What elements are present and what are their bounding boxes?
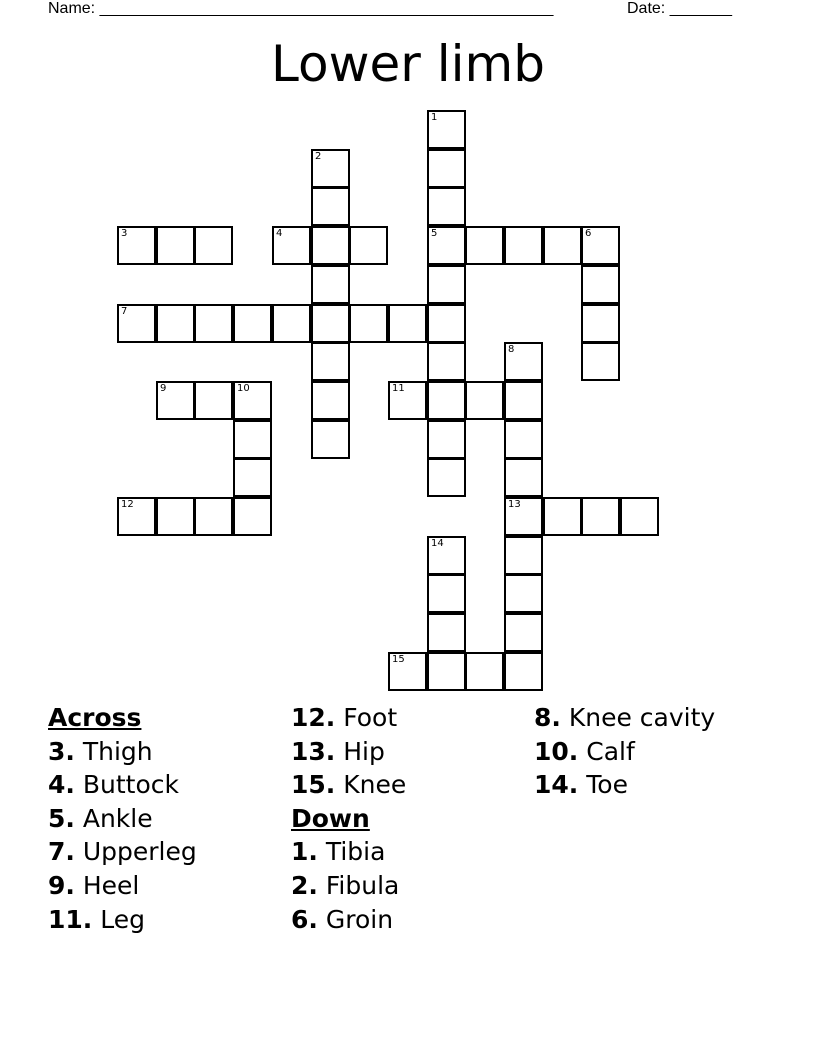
crossword-cell[interactable] bbox=[427, 342, 466, 381]
name-label: Name: bbox=[48, 0, 100, 17]
crossword-cell[interactable] bbox=[156, 497, 195, 536]
down-clue: 14. Toe bbox=[534, 770, 628, 800]
down-heading: Down bbox=[291, 803, 370, 833]
crossword-cell[interactable] bbox=[388, 652, 427, 691]
crossword-cell[interactable] bbox=[427, 304, 466, 343]
crossword-cell[interactable] bbox=[117, 304, 156, 343]
crossword-cell[interactable] bbox=[233, 458, 272, 497]
clue-number: 1 bbox=[431, 112, 438, 123]
crossword-cell[interactable] bbox=[388, 381, 427, 420]
across-clue: 9. Heel bbox=[48, 870, 140, 900]
crossword-cell[interactable] bbox=[156, 226, 195, 265]
clue-number: 12 bbox=[121, 499, 134, 510]
clue-number: 5 bbox=[431, 228, 438, 239]
crossword-cell[interactable] bbox=[427, 574, 466, 613]
crossword-cell[interactable] bbox=[620, 497, 659, 536]
across-clue: 5. Ankle bbox=[48, 803, 153, 833]
date-label: Date: bbox=[627, 0, 670, 17]
crossword-cell[interactable] bbox=[504, 381, 543, 420]
crossword-cell[interactable] bbox=[311, 420, 350, 459]
clue-number: 11 bbox=[392, 383, 405, 394]
across-clue: 11. Leg bbox=[48, 904, 145, 934]
crossword-cell[interactable] bbox=[427, 420, 466, 459]
crossword-cell[interactable] bbox=[504, 420, 543, 459]
crossword-cell[interactable] bbox=[427, 536, 466, 575]
across-heading: Across bbox=[48, 703, 142, 732]
down-clue: 2. Fibula bbox=[291, 870, 400, 900]
crossword-cell[interactable] bbox=[427, 652, 466, 691]
crossword-cell[interactable] bbox=[465, 652, 504, 691]
date-blank[interactable]: _______ bbox=[669, 0, 732, 17]
page-title: Lower limb bbox=[271, 35, 545, 93]
clue-number: 6 bbox=[585, 228, 592, 239]
across-clue: 4. Buttock bbox=[48, 770, 179, 800]
crossword-cell[interactable] bbox=[194, 381, 233, 420]
crossword-cell[interactable] bbox=[427, 613, 466, 652]
crossword-cell[interactable] bbox=[117, 226, 156, 265]
crossword-cell[interactable] bbox=[427, 149, 466, 188]
crossword-cell[interactable] bbox=[427, 187, 466, 226]
across-clue: 12. Foot bbox=[291, 703, 398, 732]
across-clue: 15. Knee bbox=[291, 770, 407, 800]
crossword-cell[interactable] bbox=[465, 226, 504, 265]
crossword-cell[interactable] bbox=[117, 497, 156, 536]
crossword-cell[interactable] bbox=[504, 574, 543, 613]
clue-number: 14 bbox=[431, 538, 444, 549]
crossword-cell[interactable] bbox=[311, 265, 350, 304]
clue-number: 10 bbox=[237, 383, 250, 394]
crossword-cell[interactable] bbox=[388, 304, 427, 343]
crossword-cell[interactable] bbox=[581, 497, 620, 536]
crossword-cell[interactable] bbox=[156, 381, 195, 420]
crossword-cell[interactable] bbox=[504, 652, 543, 691]
crossword-cell[interactable] bbox=[581, 226, 620, 265]
crossword-cell[interactable] bbox=[349, 226, 388, 265]
crossword-cell[interactable] bbox=[194, 226, 233, 265]
clue-column-2 bbox=[291, 701, 406, 936]
crossword-cell[interactable] bbox=[504, 536, 543, 575]
clue-column-1 bbox=[48, 701, 197, 936]
down-clue: 10. Calf bbox=[534, 736, 635, 766]
across-clue: 7. Upperleg bbox=[48, 837, 197, 867]
clue-number: 15 bbox=[392, 654, 405, 665]
clue-number: 7 bbox=[121, 306, 128, 317]
crossword-cell[interactable] bbox=[311, 187, 350, 226]
crossword-cell[interactable] bbox=[427, 381, 466, 420]
crossword-cell[interactable] bbox=[427, 226, 466, 265]
crossword-cell[interactable] bbox=[504, 226, 543, 265]
crossword-cell[interactable] bbox=[581, 265, 620, 304]
clue-number: 13 bbox=[508, 499, 521, 510]
name-blank[interactable]: ___________________________________________________ bbox=[99, 0, 554, 17]
down-clue: 8. Knee cavity bbox=[534, 703, 716, 732]
crossword-cell[interactable] bbox=[427, 265, 466, 304]
crossword-cell[interactable] bbox=[233, 497, 272, 536]
crossword-cell[interactable] bbox=[349, 304, 388, 343]
crossword-cell[interactable] bbox=[543, 497, 582, 536]
across-clue: 3. Thigh bbox=[48, 736, 153, 766]
crossword-cell[interactable] bbox=[581, 304, 620, 343]
clue-number: 3 bbox=[121, 228, 128, 239]
crossword-cell[interactable] bbox=[311, 304, 350, 343]
crossword-cell[interactable] bbox=[311, 149, 350, 188]
clue-column-3 bbox=[534, 701, 715, 802]
down-clue: 6. Groin bbox=[291, 904, 394, 934]
crossword-cell[interactable] bbox=[194, 497, 233, 536]
crossword-cell[interactable] bbox=[311, 342, 350, 381]
clue-number: 4 bbox=[276, 228, 283, 239]
crossword-cell[interactable] bbox=[233, 304, 272, 343]
down-clue: 1. Tibia bbox=[291, 837, 386, 867]
crossword-cell[interactable] bbox=[504, 497, 543, 536]
crossword-cell[interactable] bbox=[465, 381, 504, 420]
crossword-cell[interactable] bbox=[504, 458, 543, 497]
across-clue: 13. Hip bbox=[291, 736, 385, 766]
crossword-cell[interactable] bbox=[311, 381, 350, 420]
crossword-cell[interactable] bbox=[504, 613, 543, 652]
crossword-cell[interactable] bbox=[272, 304, 311, 343]
clue-number: 8 bbox=[508, 344, 515, 355]
clue-number: 9 bbox=[160, 383, 167, 394]
crossword-cell[interactable] bbox=[504, 342, 543, 381]
crossword-cell[interactable] bbox=[311, 226, 350, 265]
crossword-cell[interactable] bbox=[233, 420, 272, 459]
crossword-cell[interactable] bbox=[543, 226, 582, 265]
crossword-cell[interactable] bbox=[156, 304, 195, 343]
crossword-cell[interactable] bbox=[272, 226, 311, 265]
crossword-cell[interactable] bbox=[427, 458, 466, 497]
crossword-cell[interactable] bbox=[194, 304, 233, 343]
crossword-cell[interactable] bbox=[581, 342, 620, 381]
clue-number: 2 bbox=[315, 151, 322, 162]
crossword-cell[interactable] bbox=[427, 110, 466, 149]
crossword-cell[interactable] bbox=[233, 381, 272, 420]
